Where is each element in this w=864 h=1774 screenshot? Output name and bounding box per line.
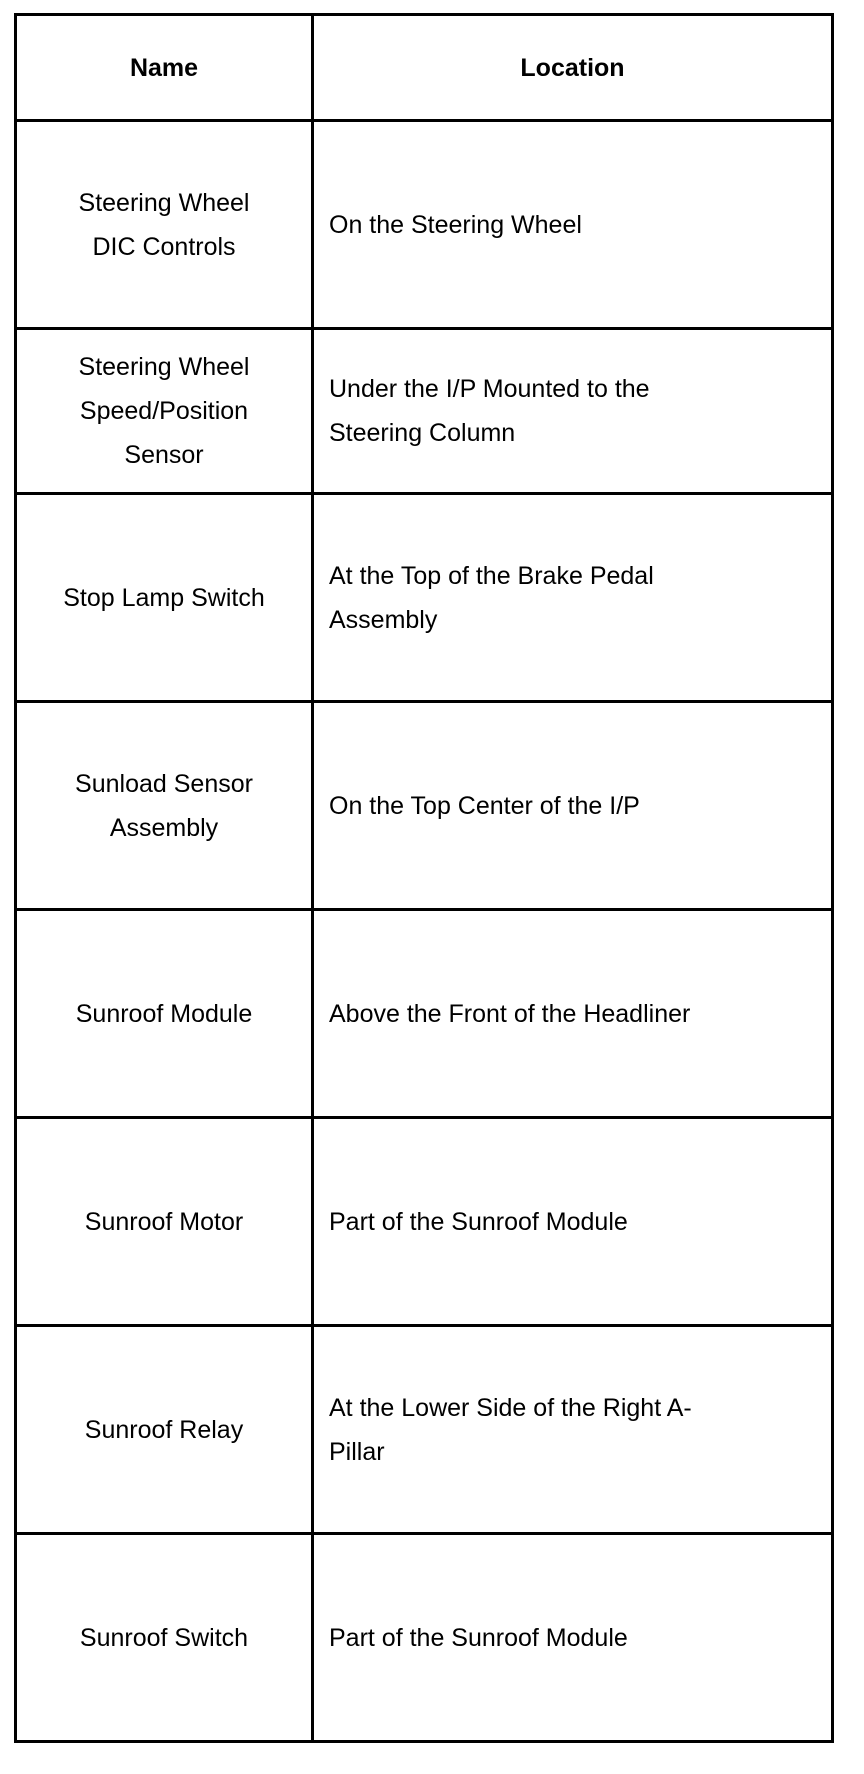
component-name-cell: [16, 121, 313, 329]
component-location-cell: [313, 494, 833, 702]
component-name-cell: [16, 702, 313, 910]
table-row: [16, 494, 833, 702]
component-location-table: [14, 13, 834, 1743]
component-name-cell: [16, 1118, 313, 1326]
component-location-cell: [313, 1326, 833, 1534]
table-row: [16, 1326, 833, 1534]
component-name-cell: [16, 1326, 313, 1534]
component-location: At the Top of the Brake Pedal Assembly: [329, 561, 654, 634]
component-location: Above the Front of the Headliner: [329, 999, 691, 1028]
component-name: Stop Lamp Switch: [63, 583, 265, 612]
component-location-cell: [313, 121, 833, 329]
component-name: Steering Wheel DIC Controls: [78, 188, 250, 261]
table-row: [16, 702, 833, 910]
table-header-row: [16, 15, 833, 121]
component-name-cell: [16, 1534, 313, 1742]
component-name: Sunroof Module: [75, 999, 253, 1028]
component-name: Steering Wheel Speed/Position Sensor: [78, 353, 250, 469]
table-row: [16, 910, 833, 1118]
component-name: Sunload Sensor Assembly: [75, 769, 253, 842]
component-name: Sunroof Switch: [79, 1623, 249, 1652]
component-location-cell: [313, 1534, 833, 1742]
component-location: Part of the Sunroof Module: [329, 1207, 628, 1236]
component-location: Part of the Sunroof Module: [329, 1623, 628, 1652]
component-location: Under the I/P Mounted to the Steering Column: [329, 375, 650, 447]
table-row: [16, 121, 833, 329]
component-location: At the Lower Side of the Right A-Pillar: [329, 1393, 692, 1466]
component-location: On the Top Center of the I/P: [329, 791, 640, 820]
component-location-cell: [313, 910, 833, 1118]
component-name: Sunroof Relay: [84, 1415, 244, 1444]
component-location-cell: [313, 329, 833, 494]
component-name-cell: [16, 329, 313, 494]
component-name-cell: [16, 910, 313, 1118]
component-name-cell: [16, 494, 313, 702]
location-column-header: Location: [313, 15, 833, 121]
table-row: [16, 329, 833, 494]
table-row: [16, 1534, 833, 1742]
component-location: On the Steering Wheel: [329, 210, 582, 239]
component-name: Sunroof Motor: [84, 1207, 244, 1236]
component-location-cell: [313, 1118, 833, 1326]
component-location-cell: [313, 702, 833, 910]
name-column-header: Name: [16, 15, 313, 121]
table-row: [16, 1118, 833, 1326]
